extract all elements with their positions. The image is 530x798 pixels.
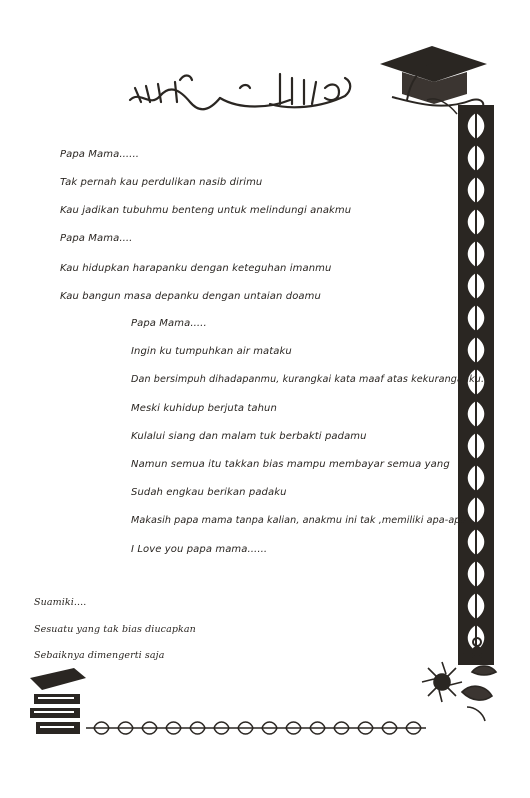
poem-line: Papa Mama.... (60, 233, 133, 244)
poem-line: Papa Mama...... (60, 149, 140, 160)
poem-line: Sesuatu yang tak bias diucapkan (34, 624, 196, 635)
poem-line: Ingin ku tumpuhkan air mataku (131, 346, 292, 357)
poem-line: Suamiki.... (34, 597, 87, 608)
book-stack-icon (24, 664, 90, 740)
poem-line: Dan bersimpuh dihadapanmu, kurangkai kata maaf atas kekuranganku. (131, 374, 485, 385)
leaf-vine-border (456, 105, 496, 665)
poem-line: I Love you papa mama...... (131, 544, 268, 555)
poem-line: Kau hidupkan harapanku dengan keteguhan imanmu (60, 263, 332, 274)
poem-line: Sudah engkau berikan padaku (131, 487, 287, 498)
poem-line: Kau jadikan tubuhmu benteng untuk melindungi anakmu (60, 205, 352, 216)
poem-line: Meski kuhidup berjuta tahun (131, 403, 277, 414)
poem-line: Sebaiknya dimengerti saja (34, 650, 165, 661)
poem-line: Tak pernah kau perdulikan nasib dirimu (60, 177, 263, 188)
bottom-leaf-border (86, 718, 426, 738)
poem-line: Namun semua itu takkan bias mampu membayar semua yang (131, 459, 450, 470)
poem-line: Kau bangun masa depanku dengan untaian doamu (60, 291, 321, 302)
calligraphy-bismillah-icon (120, 60, 360, 120)
poem-line: Kulalui siang dan malam tuk berbakti padamu (131, 431, 367, 442)
poem-line: Papa Mama..... (131, 318, 207, 329)
flower-ornament-icon (412, 652, 507, 724)
poem-line: Makasih papa mama tanpa kalian, anakmu ini tak ,memiliki apa-apa. (131, 515, 470, 526)
